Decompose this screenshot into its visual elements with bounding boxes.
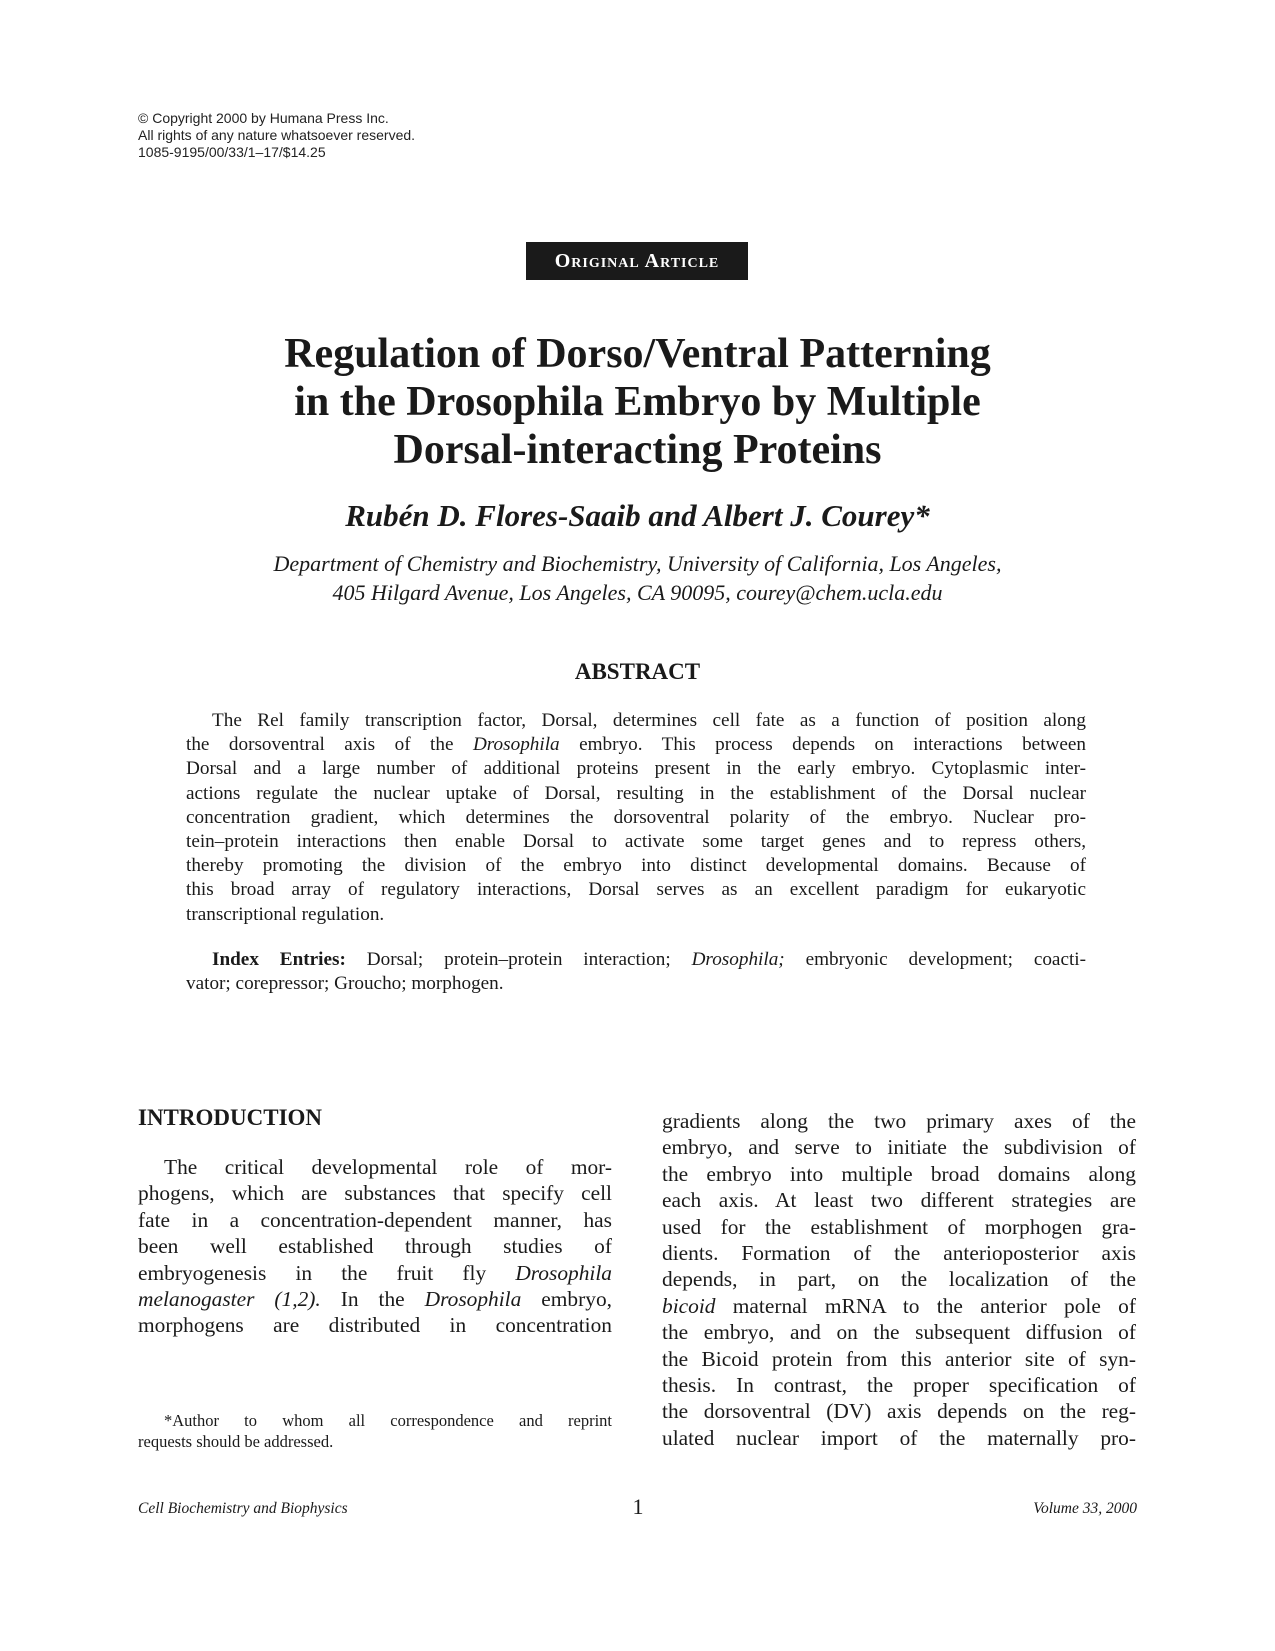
body-line: depends, in part, on the localization of the	[662, 1267, 1136, 1292]
abstract-line: transcriptional regulation.	[186, 903, 385, 925]
index-line	[186, 948, 1086, 972]
index-text: Dorsal; protein–protein interaction;	[345, 949, 692, 970]
body-line: the Bicoid protein from this anterior site of syn-	[662, 1346, 1136, 1371]
body-line	[138, 1260, 612, 1286]
body-italic: melanogaster (1,2).	[138, 1287, 321, 1312]
body-line	[662, 1293, 1136, 1319]
body-line: phogens, which are substances that specify cell	[138, 1181, 612, 1206]
body-line: each axis. At least two different strategies are	[662, 1188, 1136, 1213]
abstract-heading: ABSTRACT	[574, 659, 701, 684]
footnote-line: requests should be addressed.	[138, 1432, 334, 1451]
abstract-italic: Drosophila	[472, 734, 560, 756]
abstract-line: actions regulate the nuclear uptake of Dorsal, resulting in the establishment of the Dorsal nuclear	[186, 782, 1086, 804]
body-italic: Drosophila	[424, 1287, 522, 1312]
body-line	[138, 1286, 612, 1312]
abstract-line: Dorsal and a large number of additional proteins present in the early embryo. Cytoplasmic inter-	[186, 758, 1086, 780]
author-footnote	[138, 1410, 612, 1452]
body-line: the dorsoventral (DV) axis depends on the reg-	[662, 1399, 1136, 1424]
body-line: The critical developmental role of mor-	[164, 1155, 612, 1179]
page-number: 1	[632, 1494, 644, 1519]
body-text: embryo,	[521, 1287, 612, 1312]
copyright-notice	[138, 110, 415, 161]
index-text: embryonic development; coacti-	[784, 949, 1087, 970]
index-line: vator; corepressor; Groucho; morphogen.	[186, 973, 504, 995]
body-line: the embryo, and on the subsequent diffusion of	[662, 1320, 1136, 1345]
article-title	[150, 330, 1125, 474]
body-line: morphogens are distributed in concentration	[138, 1313, 612, 1338]
abstract-text: embryo. This process depends on interactions between	[559, 734, 1087, 756]
abstract-line: The Rel family transcription factor, Dorsal, determines cell fate as a function of position along	[212, 710, 1086, 731]
abstract-line	[186, 733, 1086, 757]
affiliation	[150, 549, 1125, 607]
abstract-line: thereby promoting the division of the embryo into distinct developmental domains. Because of	[186, 855, 1086, 877]
body-line: ulated nuclear import of the maternally pro-	[662, 1425, 1136, 1450]
right-column	[662, 1108, 1136, 1451]
left-column	[138, 1104, 612, 1339]
journal-name: Cell Biochemistry and Biophysics	[138, 1500, 348, 1517]
copyright-line: © Copyright 2000 by Humana Press Inc.	[138, 110, 389, 126]
body-text: maternal mRNA to the anterior pole of	[715, 1293, 1136, 1318]
title-line: Regulation of Dorso/Ventral Patterning	[284, 331, 991, 377]
index-label: Index Entries:	[212, 949, 346, 970]
abstract-line: tein–protein interactions then enable Dorsal to activate some target genes and to repress others,	[186, 831, 1086, 853]
title-line: in the Drosophila Embryo by Multiple	[294, 379, 981, 425]
abstract-text: the dorsoventral axis of the	[186, 734, 473, 756]
copyright-line: 1085-9195/00/33/1–17/$14.25	[138, 144, 326, 160]
body-line: been well established through studies of	[138, 1234, 612, 1259]
index-italic: Drosophila;	[691, 949, 785, 970]
footnote-line: *Author to whom all correspondence and reprint	[164, 1411, 612, 1430]
body-italic: bicoid	[662, 1293, 716, 1318]
body-line: the embryo into multiple broad domains along	[662, 1161, 1136, 1186]
body-line: dients. Formation of the anterioposterior axis	[662, 1241, 1136, 1266]
body-line: thesis. In contrast, the proper specification of	[662, 1373, 1136, 1398]
abstract-body	[186, 709, 1086, 927]
affiliation-line: 405 Hilgard Avenue, Los Angeles, CA 90095, courey@chem.ucla.edu	[332, 580, 943, 605]
affiliation-line: Department of Chemistry and Biochemistry, University of California, Los Angeles,	[273, 551, 1002, 576]
body-italic: Drosophila	[515, 1260, 612, 1285]
body-line: fate in a concentration-dependent manner, has	[138, 1207, 612, 1232]
body-line: gradients along the two primary axes of the	[662, 1109, 1136, 1133]
article-type-badge: Original Article	[526, 242, 748, 280]
introduction-heading: INTRODUCTION	[138, 1105, 323, 1130]
volume-info: Volume 33, 2000	[1033, 1500, 1137, 1517]
index-entries	[186, 948, 1086, 996]
body-text: embryogenesis in the fruit fly	[138, 1260, 516, 1285]
body-text: In the	[320, 1287, 425, 1312]
body-line: embryo, and serve to initiate the subdivision of	[662, 1135, 1136, 1160]
body-line: used for the establishment of morphogen gra-	[662, 1214, 1136, 1239]
abstract-line: concentration gradient, which determines the dorsoventral polarity of the embryo. Nuclear pro-	[186, 806, 1086, 828]
abstract-line: this broad array of regulatory interactions, Dorsal serves as an excellent paradigm for eukaryotic	[186, 879, 1086, 901]
title-line: Dorsal-interacting Proteins	[393, 427, 882, 473]
author-list: Rubén D. Flores-Saaib and Albert J. Courey*	[345, 498, 930, 533]
copyright-line: All rights of any nature whatsoever reserved.	[138, 127, 416, 143]
